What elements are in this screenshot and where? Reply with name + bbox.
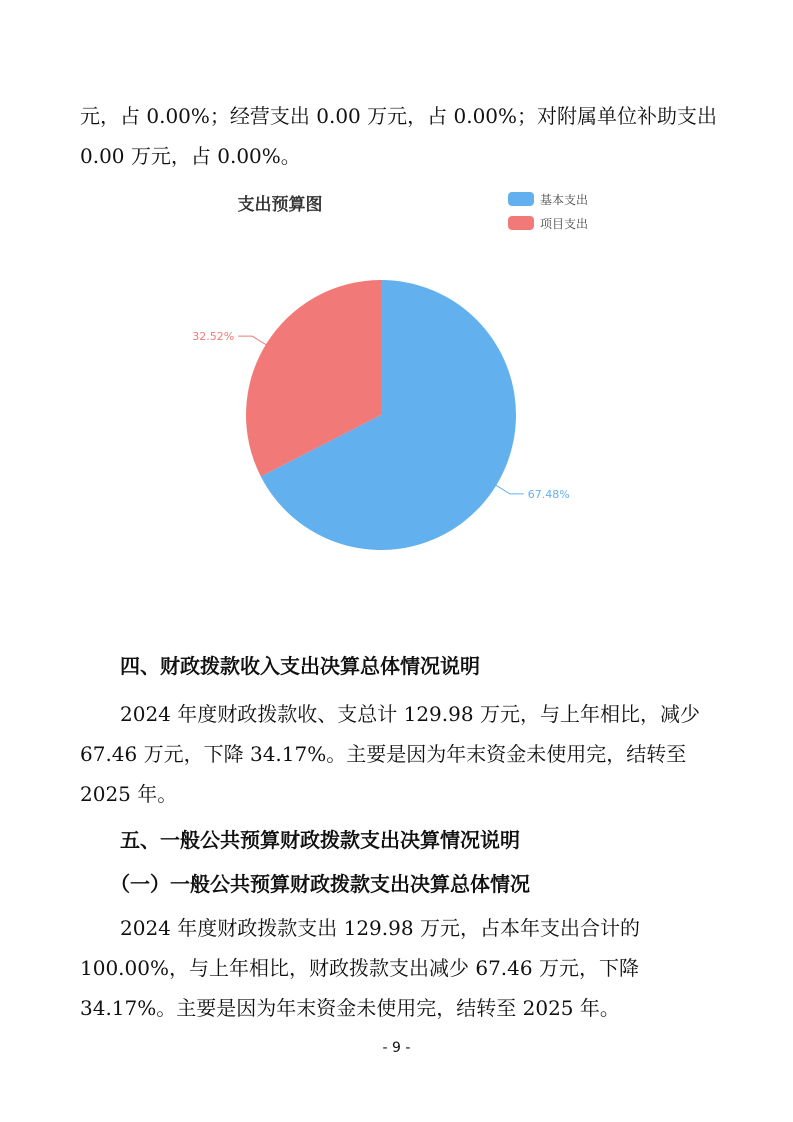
legend-swatch-0: [508, 192, 534, 206]
expenditure-pie-chart: [180, 180, 620, 570]
pie-slices: [246, 280, 516, 550]
section-4-heading: 四、财政拨款收入支出决算总体情况说明: [120, 654, 480, 678]
section-5-1-body: 2024 年度财政拨款支出 129.98 万元，占本年支出合计的 100.00%，与上年相比，财政拨款支出减少 67.46 万元，下降 34.17%。主要是因为年末资金未使用完，结转至 2025 年。: [80, 916, 640, 1020]
pie-leader-line-1: [238, 336, 266, 344]
pie-chart-svg: [180, 180, 620, 570]
section-5-heading: 五、一般公共预算财政拨款支出决算情况说明: [120, 828, 520, 852]
section-5-1-heading: （一）一般公共预算财政拨款支出决算总体情况: [110, 872, 530, 896]
legend-label-1: 项目支出: [540, 217, 589, 231]
pie-leader-line-0: [496, 485, 524, 493]
legend-swatch-1: [508, 216, 534, 230]
pie-label-0: 67.48%: [527, 487, 570, 501]
pie-label-1: 32.52%: [192, 330, 235, 344]
section-4-body: 2024 年度财政拨款收、支总计 129.98 万元，与上年相比，减少 67.46 万元，下降 34.17%。主要是因为年末资金未使用完，结转至 2025 年。: [80, 702, 700, 806]
intro-line-2: 0.00 万元，占 0.00%。: [80, 144, 301, 168]
legend-label-0: 基本支出: [540, 193, 589, 207]
intro-line-1: 元，占 0.00%；经营支出 0.00 万元，占 0.00%；对附属单位补助支出: [80, 104, 718, 128]
chart-title: 支出预算图: [237, 195, 323, 215]
chart-legend: [508, 192, 588, 231]
page-number: - 9 -: [382, 1040, 411, 1056]
